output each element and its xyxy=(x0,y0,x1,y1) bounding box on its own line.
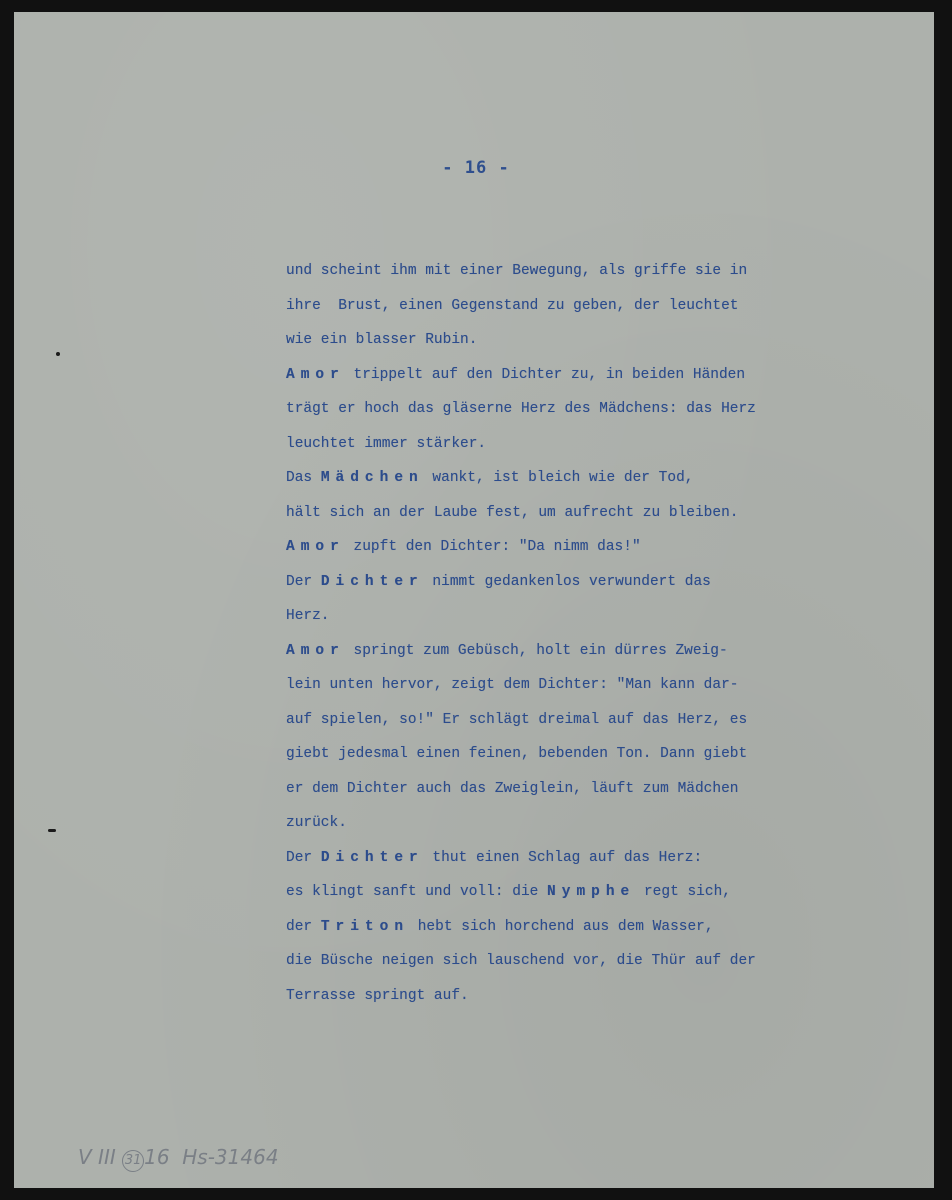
spaced-name: Mädchen xyxy=(320,470,424,486)
punch-mark-bottom xyxy=(48,829,56,832)
text-line xyxy=(286,326,886,361)
text-segment: giebt jedesmal einen feinen, bebenden Ton. Dann giebt xyxy=(286,746,748,762)
text-line xyxy=(286,533,886,568)
spaced-name: Triton xyxy=(320,918,410,935)
text-line xyxy=(286,982,886,1017)
text-segment: wankt, ist bleich wie der Tod, xyxy=(423,470,694,486)
text-line xyxy=(286,844,886,879)
text-segment: regt sich, xyxy=(635,884,731,900)
typescript-body xyxy=(286,257,886,1016)
text-segment: springt zum Gebüsch, holt ein dürres Zweig- xyxy=(344,642,728,659)
text-line xyxy=(286,499,886,534)
text-segment: der xyxy=(286,918,321,935)
text-segment: Das xyxy=(286,470,321,486)
text-segment: hält sich an der Laube fest, um aufrecht zu bleiben. xyxy=(286,504,739,521)
text-line xyxy=(286,706,886,741)
text-segment: leuchtet immer stärker. xyxy=(286,435,487,452)
text-segment: Herz. xyxy=(286,608,330,624)
text-segment: ihre Brust, einen Gegenstand zu geben, der leuchtet xyxy=(286,297,739,314)
text-segment: thut einen Schlag auf das Herz: xyxy=(423,849,703,866)
text-line xyxy=(286,809,886,844)
text-line xyxy=(286,568,886,603)
text-segment: und scheint ihm mit einer Bewegung, als griffe sie in xyxy=(286,263,748,279)
spaced-name: Amor xyxy=(286,539,345,555)
text-line xyxy=(286,292,886,327)
text-segment: auf spielen, so!" Er schlägt dreimal auf das Herz, es xyxy=(286,711,748,728)
text-line xyxy=(286,637,886,672)
catalog-circled-number: 31 xyxy=(122,1150,144,1172)
text-line xyxy=(286,257,886,292)
text-line xyxy=(286,361,886,396)
text-line xyxy=(286,671,886,706)
spaced-name: Amor xyxy=(286,642,345,659)
spaced-name: Dichter xyxy=(320,849,424,866)
text-segment: wie ein blasser Rubin. xyxy=(286,332,478,348)
text-segment: Der xyxy=(286,849,321,866)
catalog-suffix: 16 Hs-31464 xyxy=(144,1145,279,1169)
text-line xyxy=(286,878,886,913)
text-segment: lein unten hervor, zeigt dem Dichter: "Man kann dar- xyxy=(286,677,739,693)
text-segment: zurück. xyxy=(286,815,347,831)
text-line xyxy=(286,775,886,810)
catalog-marking xyxy=(78,1145,279,1172)
text-line xyxy=(286,395,886,430)
text-segment: die Büsche neigen sich lauschend vor, die Thür auf der xyxy=(286,953,756,969)
text-segment: er dem Dichter auch das Zweiglein, läuft zum Mädchen xyxy=(286,780,739,797)
spaced-name: Nymphe xyxy=(547,884,636,900)
spaced-name: Amor xyxy=(286,366,345,383)
text-segment: Terrasse springt auf. xyxy=(286,987,469,1004)
text-segment: Der xyxy=(286,573,321,590)
spaced-name: Dichter xyxy=(320,573,424,590)
text-segment: trippelt auf den Dichter zu, in beiden Händen xyxy=(344,366,746,383)
text-segment: zupft den Dichter: "Da nimm das!" xyxy=(344,539,641,555)
text-line xyxy=(286,947,886,982)
text-line xyxy=(286,464,886,499)
page-number: - 16 - xyxy=(442,158,510,178)
catalog-prefix: V III xyxy=(78,1145,116,1169)
text-line xyxy=(286,740,886,775)
text-line xyxy=(286,913,886,948)
text-segment: nimmt gedankenlos verwundert das xyxy=(423,573,711,590)
text-line xyxy=(286,430,886,465)
punch-mark-top xyxy=(56,352,60,356)
text-line xyxy=(286,602,886,637)
text-segment: es klingt sanft und voll: die xyxy=(286,884,548,900)
text-segment: trägt er hoch das gläserne Herz des Mädchens: das Herz xyxy=(286,401,756,417)
text-segment: hebt sich horchend aus dem Wasser, xyxy=(409,918,714,935)
